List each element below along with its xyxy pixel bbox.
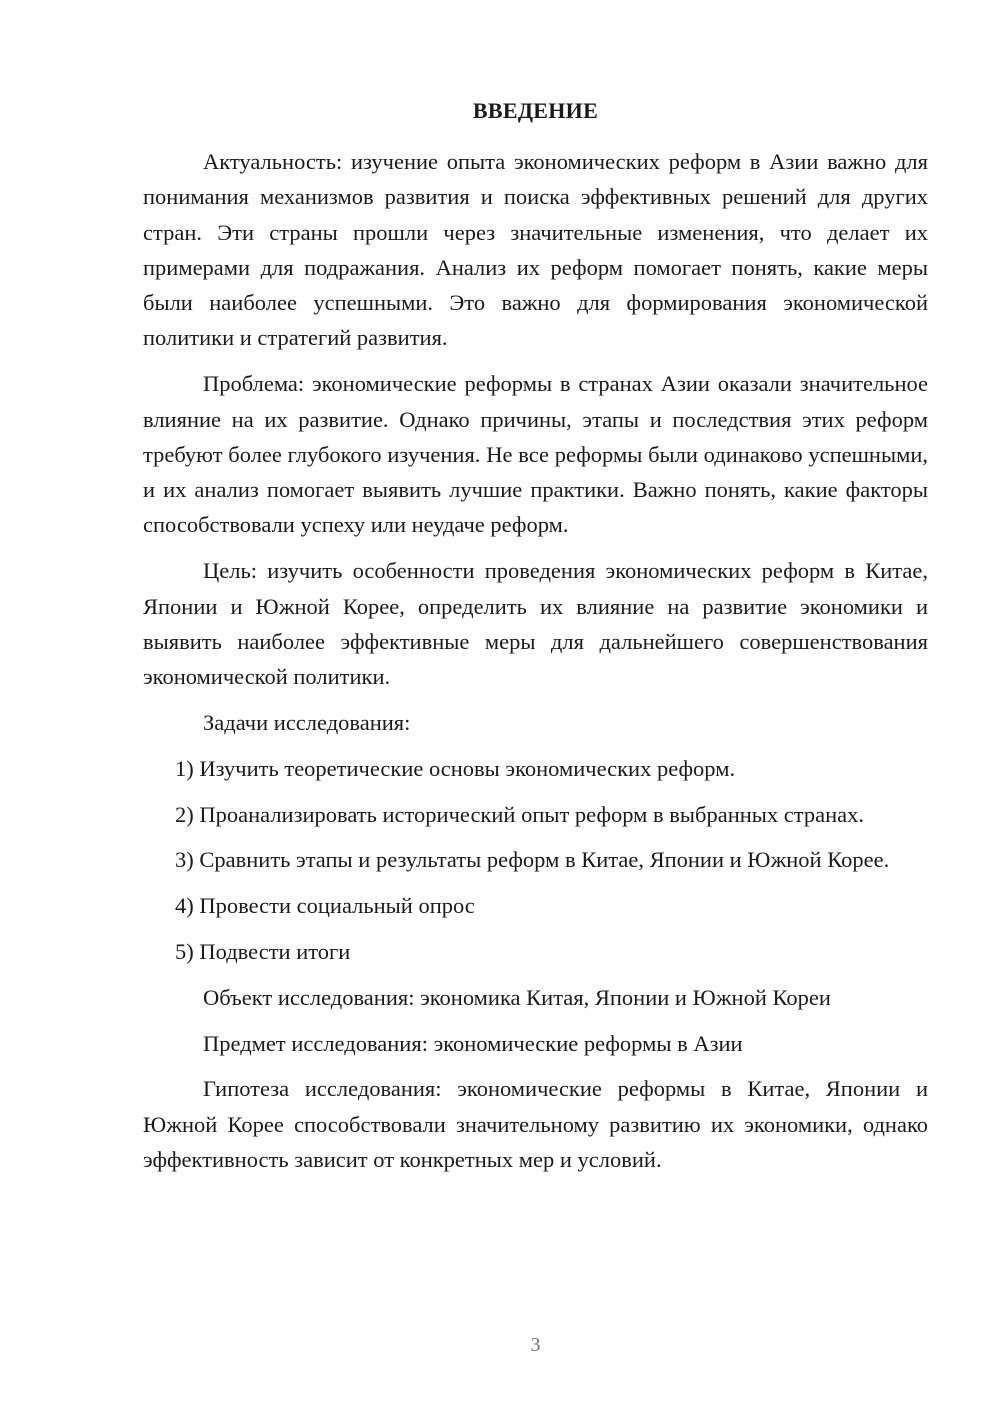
task-item-1: 1) Изучить теоретические основы экономических реформ.: [175, 755, 736, 781]
task-item-4: 4) Провести социальный опрос: [175, 893, 475, 919]
paragraph-problem: Проблема: экономические реформы в странах Азии оказали значительное влияние на их развитие. Однако причины, этапы и последствия этих реформ требуют более глубокого изучения. Не все реформы были одинаково успешными, и их анализ помогает выявить лучшие практики. Важно понять, какие факторы способствовали успеху или неудаче реформ.: [143, 371, 928, 538]
task-item-3: 3) Сравнить этапы и результаты реформ в Китае, Японии и Южной Корее.: [175, 847, 890, 873]
document-page: [143, 0, 928, 1414]
paragraph-goal: Цель: изучить особенности проведения экономических реформ в Китае, Японии и Южной Корее, определить их влияние на развитие экономики и выявить наиболее эффективные меры для дальнейшего совершенствования экономической политики.: [143, 558, 928, 690]
paragraph-relevance: Актуальность: изучение опыта экономических реформ в Азии важно для понимания механизмов развития и поиска эффективных решений для других стран. Эти страны прошли через значительные изменения, что делает их примерами для подражания. Анализ их реформ помогает понять, какие меры были наиболее успешными. Это важно для формирования экономической политики и стратегий развития.: [143, 149, 928, 351]
paragraph-object: Объект исследования: экономика Китая, Японии и Южной Кореи: [203, 984, 831, 1010]
tasks-heading: Задачи исследования:: [203, 709, 411, 735]
task-item-5: 5) Подвести итоги: [175, 938, 351, 964]
paragraph-hypothesis: Гипотеза исследования: экономические реформы в Китае, Японии и Южной Корее способствовали значительному развитию их экономики, однако эффективность зависит от конкретных мер и условий.: [143, 1076, 928, 1172]
document-body: [143, 144, 928, 1188]
page-number: 3: [530, 1334, 541, 1356]
page-title: ВВЕДЕНИЕ: [472, 98, 599, 123]
paragraph-subject: Предмет исследования: экономические реформы в Азии: [203, 1030, 743, 1056]
task-item-2: 2) Проанализировать исторический опыт реформ в выбранных странах.: [175, 801, 865, 827]
